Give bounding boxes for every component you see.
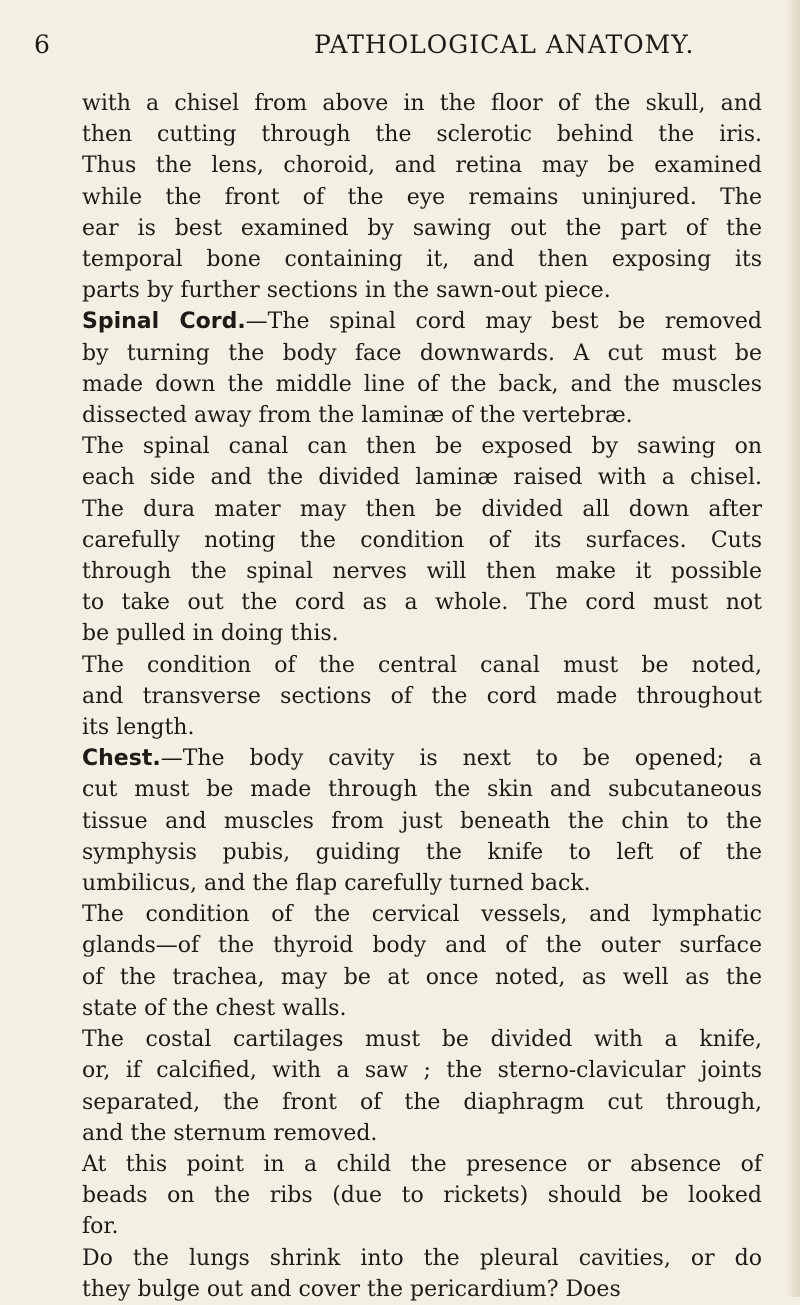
line-text: to take out the cord as a whole. The cord must not (82, 590, 762, 616)
text-line (82, 1118, 762, 1149)
text-line (82, 1180, 762, 1211)
body-text (82, 88, 762, 1305)
text-line (82, 1087, 762, 1118)
line-text: ear is best examined by sawing out the part of the (82, 215, 762, 241)
line-text: cut must be made through the skin and subcutaneous (82, 777, 762, 803)
line-text: umbilicus, and the flap carefully turned back. (82, 871, 591, 897)
line-text: glands—of the thyroid body and of the outer surface (82, 933, 762, 959)
text-line (82, 88, 762, 119)
text-line (82, 182, 762, 213)
text-line (82, 743, 762, 774)
text-line (82, 338, 762, 369)
line-text: Thus the lens, choroid, and retina may be examined (82, 153, 762, 179)
text-line (82, 899, 762, 930)
text-line (82, 462, 762, 493)
text-line (82, 962, 762, 993)
line-text: through the spinal nerves will then make it possible (82, 559, 762, 585)
text-line (82, 1211, 762, 1242)
page-header (34, 30, 754, 70)
line-text: The condition of the central canal must be noted, (82, 652, 762, 678)
text-line (82, 587, 762, 618)
line-text: temporal bone containing it, and then exposing its (82, 247, 762, 273)
line-text: The spinal canal can then be exposed by sawing on (82, 434, 762, 460)
text-line (82, 650, 762, 681)
text-line (82, 400, 762, 431)
text-line (82, 1243, 762, 1274)
running-head: PATHOLOGICAL ANATOMY. (314, 30, 695, 59)
line-text: with a chisel from above in the floor of the skull, and (82, 91, 762, 116)
page-edge-shadow (786, 0, 800, 1297)
line-text: carefully noting the condition of its surfaces. Cuts (82, 527, 762, 553)
text-line (82, 618, 762, 649)
line-text: and the sternum removed. (82, 1120, 378, 1146)
text-line (82, 525, 762, 556)
line-text: symphysis pubis, guiding the knife to left of the (82, 839, 762, 865)
text-line (82, 431, 762, 462)
line-text: tissue and muscles from just beneath the chin to the (82, 808, 762, 834)
text-line (82, 930, 762, 961)
line-text: then cutting through the sclerotic behind the iris. (82, 122, 762, 148)
line-text: or, if calcified, with a saw ; the sterno-clavicular joints (82, 1058, 762, 1084)
line-text: dissected away from the laminæ of the vertebræ. (82, 403, 633, 429)
line-text: —The body cavity is next to be opened; a (160, 746, 762, 772)
line-text: The costal cartilages must be divided with a knife, (82, 1027, 762, 1053)
text-line (82, 774, 762, 805)
line-text: made down the middle line of the back, and the muscles (82, 371, 762, 397)
text-line (82, 244, 762, 275)
line-text: parts by further sections in the sawn-out piece. (82, 278, 611, 304)
line-text: by turning the body face downwards. A cut must be (82, 340, 762, 366)
line-text: of the trachea, may be at once noted, as well as the (82, 964, 762, 990)
text-line (82, 275, 762, 306)
line-text: At this point in a child the presence or absence of (82, 1151, 762, 1177)
line-text: for. (82, 1214, 119, 1240)
line-text: The dura mater may then be divided all down after (82, 496, 762, 522)
text-line (82, 806, 762, 837)
text-line (82, 1055, 762, 1086)
text-line (82, 1274, 762, 1305)
line-text: The condition of the cervical vessels, and lymphatic (82, 902, 762, 928)
line-text: beads on the ribs (due to rickets) should be looked (82, 1183, 762, 1209)
line-text: —The spinal cord may best be removed (245, 309, 762, 335)
text-line (82, 556, 762, 587)
text-line (82, 150, 762, 181)
text-line (82, 306, 762, 337)
text-line (82, 837, 762, 868)
page-number: 6 (34, 30, 51, 59)
text-line (82, 993, 762, 1024)
line-text: state of the chest walls. (82, 995, 347, 1021)
text-line (82, 213, 762, 244)
line-text: separated, the front of the diaphragm cut through, (82, 1089, 762, 1115)
text-line (82, 1024, 762, 1055)
line-text: its length. (82, 715, 195, 741)
text-line (82, 119, 762, 150)
text-line (82, 494, 762, 525)
line-text: they bulge out and cover the pericardium? Does (82, 1276, 621, 1302)
line-text: while the front of the eye remains uninjured. The (82, 184, 762, 210)
text-line (82, 868, 762, 899)
line-text: and transverse sections of the cord made throughout (82, 683, 762, 709)
section-heading: Spinal Cord. (82, 309, 246, 335)
line-text: be pulled in doing this. (82, 621, 339, 647)
text-line (82, 1149, 762, 1180)
text-line (82, 681, 762, 712)
line-text: Do the lungs shrink into the pleural cavities, or do (82, 1245, 762, 1271)
text-line (82, 369, 762, 400)
line-text: each side and the divided laminæ raised with a chisel. (82, 465, 762, 491)
text-line (82, 712, 762, 743)
section-heading: Chest. (82, 746, 161, 772)
